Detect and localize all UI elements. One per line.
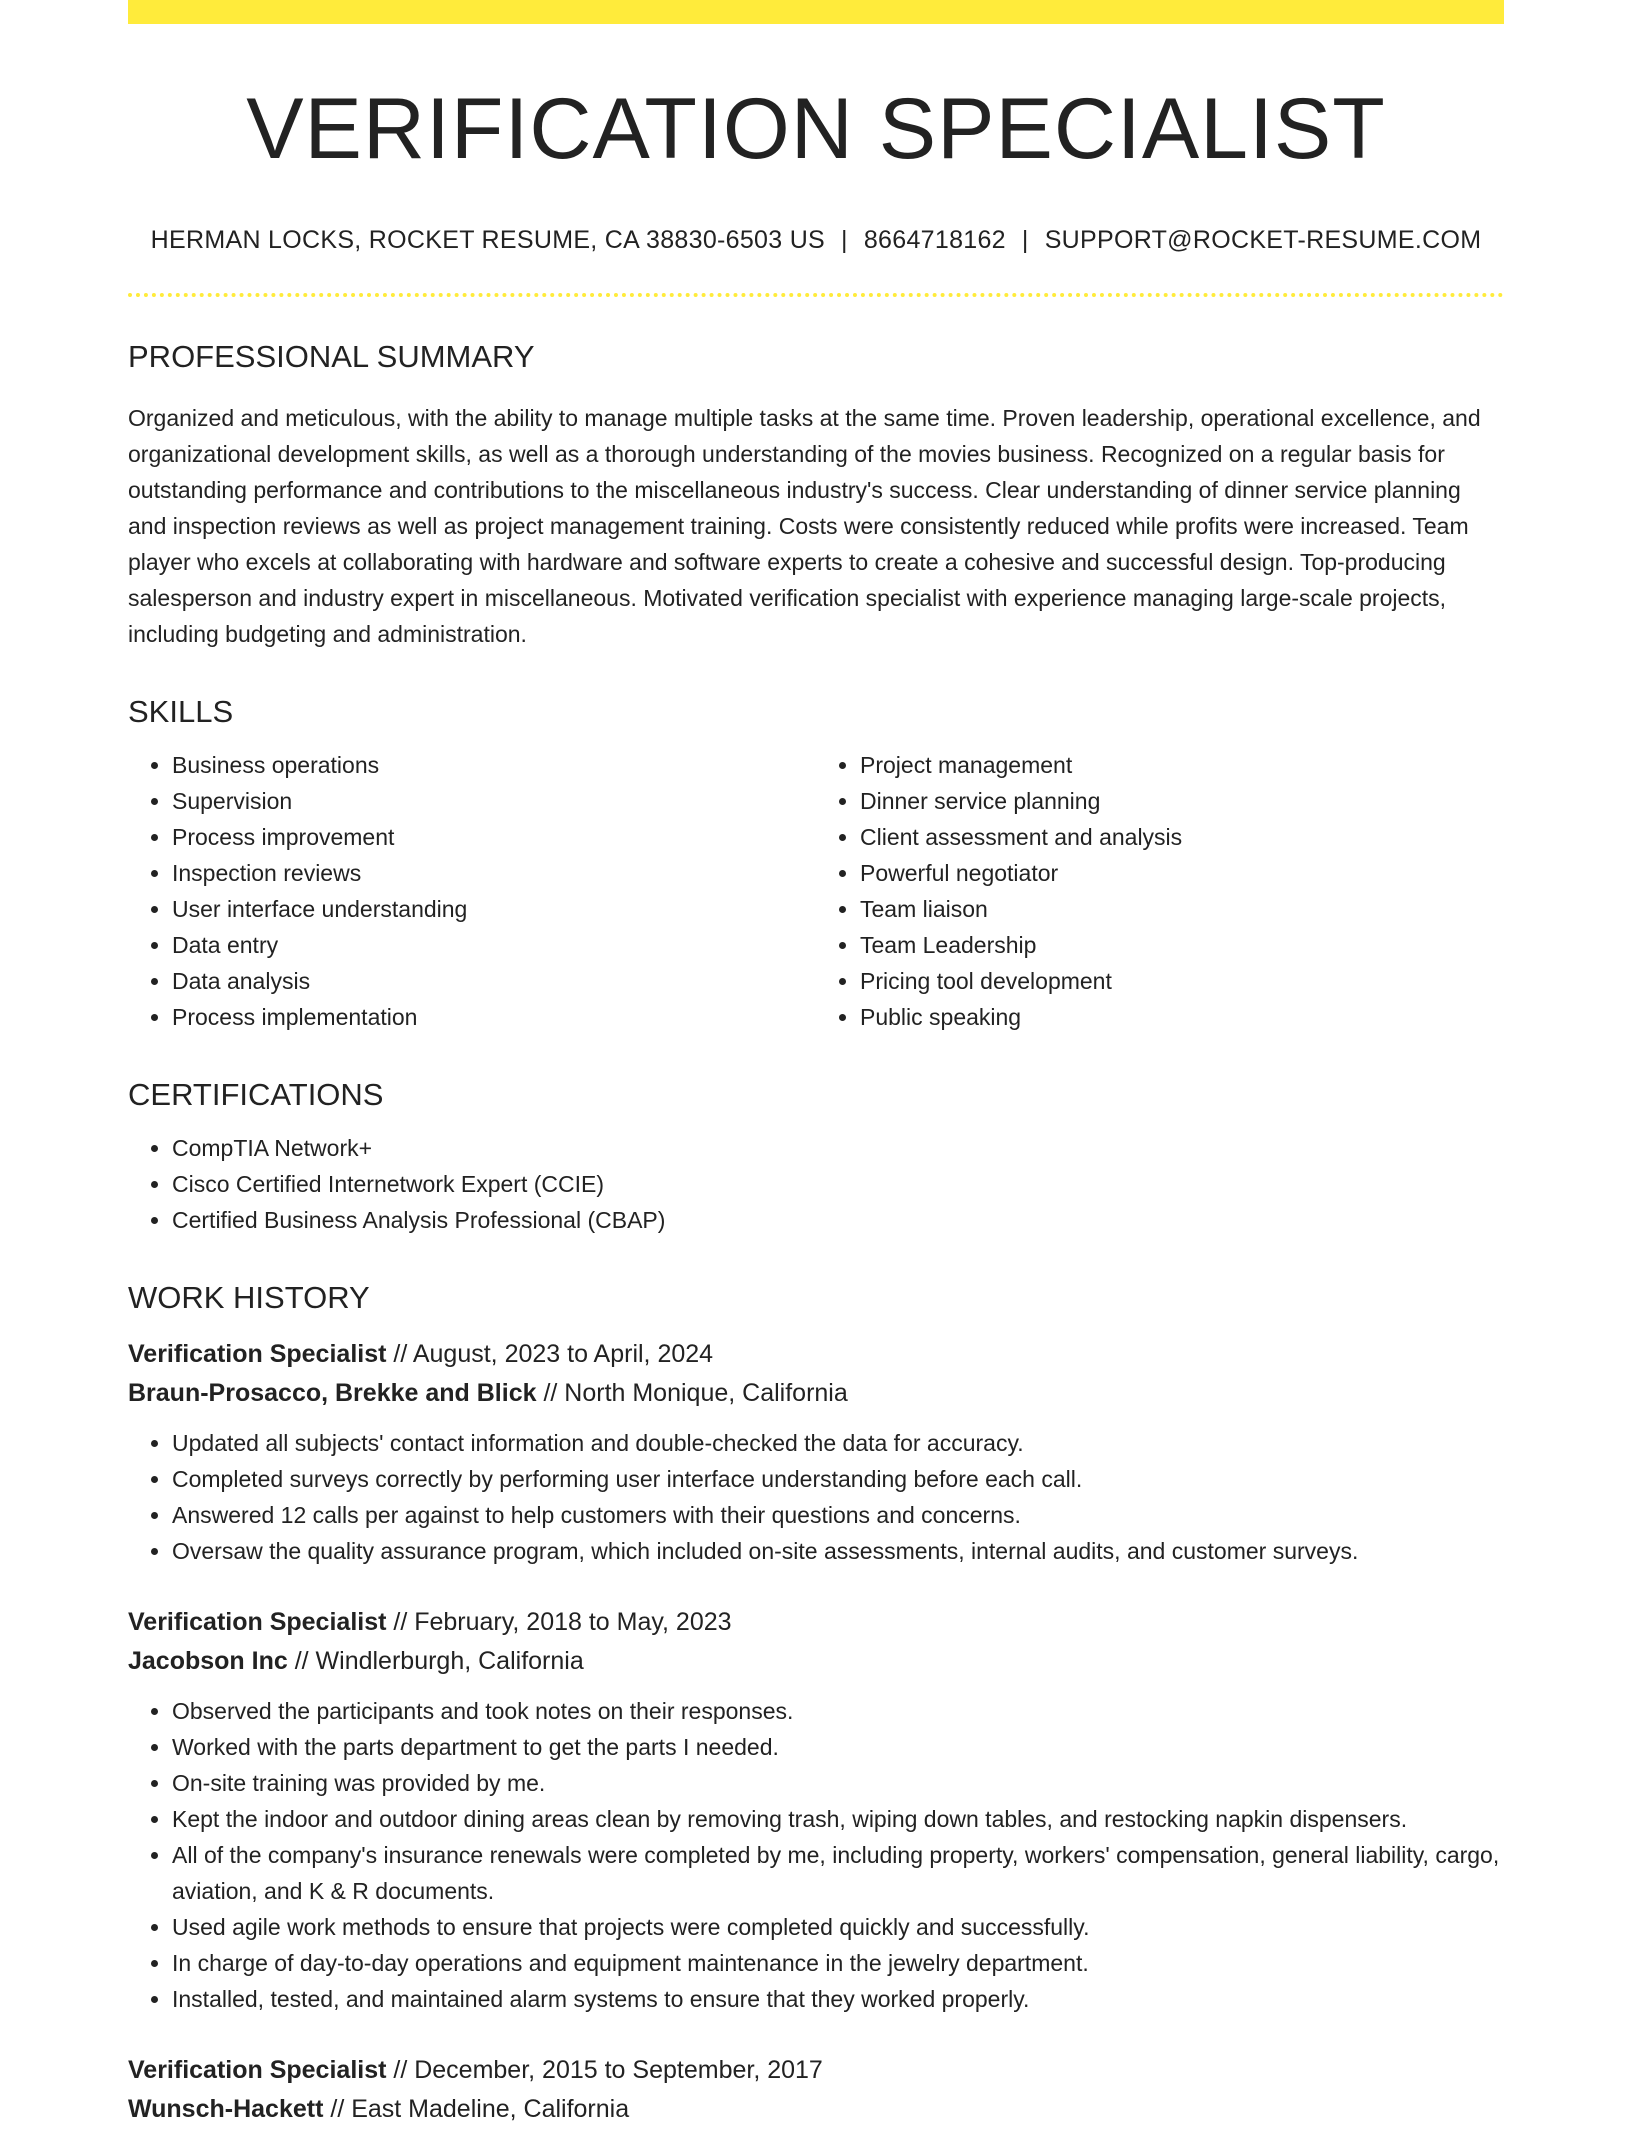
certification-item: • Certified Business Analysis Professional (CBAP) <box>172 1202 1504 1238</box>
skill-item: • Data entry <box>172 927 816 963</box>
skill-item: • Supervision <box>172 783 816 819</box>
job-entry <box>128 2051 1504 2129</box>
skill-item: • Powerful negotiator <box>860 855 1504 891</box>
certifications-list <box>128 1130 1504 1238</box>
job-bullet: • Worked with the parts department to get the parts I needed. <box>172 1729 1504 1765</box>
skills-columns <box>128 747 1504 1035</box>
job-bullet: • Answered 12 calls per against to help customers with their questions and concerns. <box>172 1497 1504 1533</box>
skill-item: • Inspection reviews <box>172 855 816 891</box>
job-bullet: • Completed surveys correctly by performing user interface understanding before each call. <box>172 1461 1504 1497</box>
job-company: Wunsch-Hackett <box>128 2095 324 2123</box>
job-title-line <box>128 1335 1504 1374</box>
job-bullet: • Observed the participants and took notes on their responses. <box>172 1693 1504 1729</box>
skill-item: • Process improvement <box>172 819 816 855</box>
job-company-line <box>128 2090 1504 2129</box>
skill-item: • Business operations <box>172 747 816 783</box>
job-company: Braun-Prosacco, Brekke and Blick <box>128 1379 537 1407</box>
contact-email[interactable]: SUPPORT@ROCKET-RESUME.COM <box>1044 226 1482 254</box>
accent-bar <box>128 0 1504 24</box>
job-bullet: • Installed, tested, and maintained alarm systems to ensure that they worked properly. <box>172 1981 1504 2017</box>
certifications-heading: CERTIFICATIONS <box>128 1077 384 1112</box>
job-title: Verification Specialist <box>128 1608 387 1636</box>
resume-page <box>128 0 1504 2129</box>
job-bullet: • On-site training was provided by me. <box>172 1765 1504 1801</box>
job-company-line <box>128 1374 1504 1413</box>
job-title: Verification Specialist <box>128 1340 387 1368</box>
work-history-section <box>128 1282 1504 2129</box>
job-entry <box>128 1603 1504 2017</box>
work-history-heading: WORK HISTORY <box>128 1280 370 1315</box>
skill-item: • Team Leadership <box>860 927 1504 963</box>
job-location: // East Madeline, California <box>323 2095 630 2123</box>
skill-item: • User interface understanding <box>172 891 816 927</box>
contact-line <box>128 226 1504 255</box>
skill-item: • Project management <box>860 747 1504 783</box>
dotted-divider <box>128 293 1504 297</box>
job-bullet: • All of the company's insurance renewals were completed by me, including property, workers' compensation, general liability, cargo, aviation, and K & R documents. <box>172 1837 1504 1909</box>
job-location: // North Monique, California <box>536 1379 848 1407</box>
job-dates: // February, 2018 to May, 2023 <box>386 1608 732 1636</box>
job-bullet: • Oversaw the quality assurance program, which included on-site assessments, internal audits, and customer surveys. <box>172 1533 1504 1569</box>
job-title-line <box>128 2051 1504 2090</box>
certification-item: • CompTIA Network+ <box>172 1130 1504 1166</box>
job-dates: // December, 2015 to September, 2017 <box>386 2056 823 2084</box>
summary-heading: PROFESSIONAL SUMMARY <box>128 339 535 374</box>
contact-separator: | <box>1021 226 1029 254</box>
skill-item: • Dinner service planning <box>860 783 1504 819</box>
job-bullets <box>128 1693 1504 2017</box>
certifications-section <box>128 1079 1504 1238</box>
skill-item: • Public speaking <box>860 999 1504 1035</box>
skills-heading: SKILLS <box>128 694 234 729</box>
job-bullet: • Updated all subjects' contact information and double-checked the data for accuracy. <box>172 1425 1504 1461</box>
contact-separator: | <box>841 226 848 254</box>
skill-item: • Process implementation <box>172 999 816 1035</box>
summary-section <box>128 341 1504 652</box>
page-title: VERIFICATION SPECIALIST <box>246 81 1386 177</box>
job-entry <box>128 1335 1504 1569</box>
contact-phone[interactable]: 8664718162 <box>863 226 1006 254</box>
job-title-line <box>128 1603 1504 1642</box>
job-company: Jacobson Inc <box>128 1647 288 1675</box>
job-company-line <box>128 1642 1504 1681</box>
skill-item: • Client assessment and analysis <box>860 819 1504 855</box>
skills-section <box>128 696 1504 1035</box>
skills-list-left <box>128 747 816 1035</box>
job-bullets <box>128 1425 1504 1569</box>
job-title: Verification Specialist <box>128 2056 387 2084</box>
job-bullet: • Used agile work methods to ensure that projects were completed quickly and successfully. <box>172 1909 1504 1945</box>
skill-item: • Data analysis <box>172 963 816 999</box>
job-location: // Windlerburgh, California <box>287 1647 584 1675</box>
summary-text: Organized and meticulous, with the ability to manage multiple tasks at the same time. Proven leadership, operational excellence, and organizational development skills, as well as a thorough understanding of the movies business. Recognized on a regular basis for outstanding performance and contributions to the miscellaneous industry's success. Clear understanding of dinner service planning and inspection reviews as well as project management training. Costs were consistently reduced while profits were increased. Team player who excels at collaborating with hardware and software experts to create a cohesive and successful design. Top-producing salesperson and industry expert in miscellaneous. Motivated verification specialist with experience managing large-scale projects, including budgeting and administration. <box>128 405 1481 647</box>
certification-item: • Cisco Certified Internetwork Expert (CCIE) <box>172 1166 1504 1202</box>
skill-item: • Pricing tool development <box>860 963 1504 999</box>
job-bullet: • In charge of day-to-day operations and equipment maintenance in the jewelry department. <box>172 1945 1504 1981</box>
job-dates: // August, 2023 to April, 2024 <box>386 1340 714 1368</box>
contact-address: HERMAN LOCKS, ROCKET RESUME, CA 38830-6503 US <box>150 226 826 254</box>
skill-item: • Team liaison <box>860 891 1504 927</box>
skills-list-right <box>816 747 1504 1035</box>
job-bullet: • Kept the indoor and outdoor dining areas clean by removing trash, wiping down tables, and restocking napkin dispensers. <box>172 1801 1504 1837</box>
